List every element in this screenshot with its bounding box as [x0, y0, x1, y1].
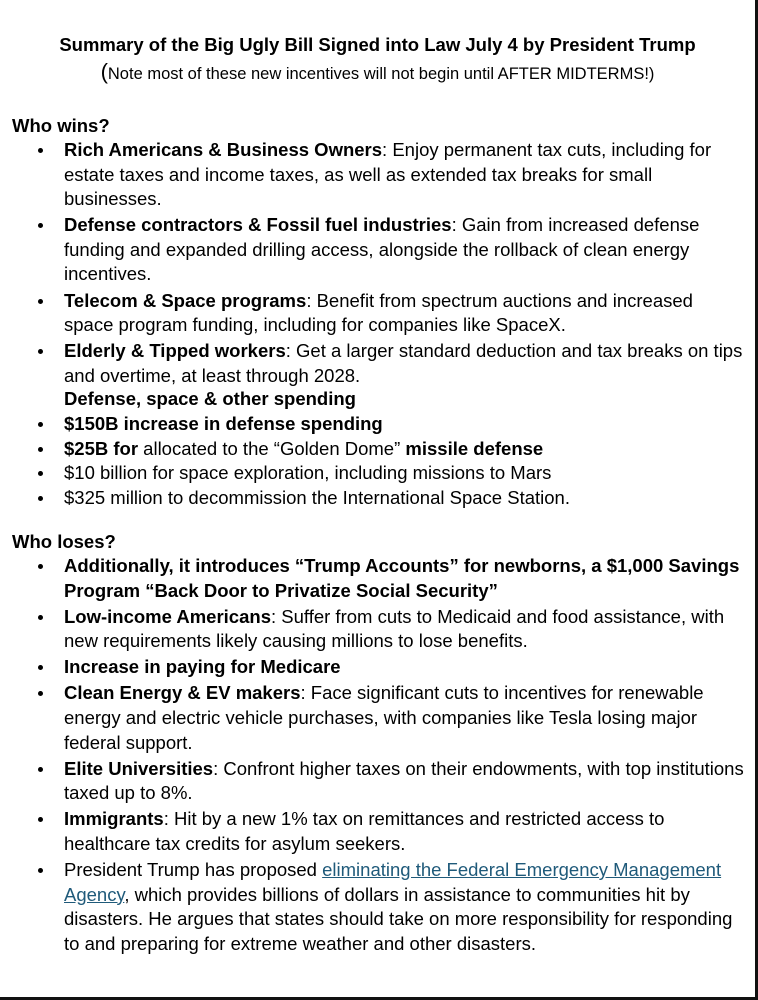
item-text: $10 billion for space exploration, including missions to Mars [64, 462, 552, 484]
list-item [0, 461, 755, 486]
item-text: President Trump has proposed [64, 859, 323, 881]
list-item [0, 213, 755, 287]
bullet-icon [38, 496, 43, 501]
list-item [0, 554, 755, 603]
bullet-icon [38, 691, 43, 696]
list-item [0, 807, 755, 856]
item-lead: Telecom & Space programs [64, 289, 307, 311]
who-wins-list [0, 138, 755, 510]
bullet-icon [38, 817, 43, 822]
bullet-icon [38, 349, 43, 354]
item-text: Additionally, it introduces “Trump Accounts” for newborns, a $1,000 Savings Program “Back Door to Privatize Social Security” [64, 555, 740, 601]
item-lead: Defense contractors & Fossil fuel industries [64, 214, 452, 236]
document-title: Summary of the Big Ugly Bill Signed into Law July 4 by President Trump [59, 34, 696, 55]
who-loses-heading: Who loses? [12, 531, 116, 552]
list-item [0, 655, 755, 680]
item-lead: Rich Americans & Business Owners [64, 139, 383, 160]
list-item [0, 289, 755, 338]
item-text: : Suffer from cuts to Medicaid and food assistance, with new requirements likely causing millions to lose benefits. [64, 605, 725, 652]
item-text: : Face significant cuts to incentives for renewable energy and electric vehicle purchases, with companies like Tesla losing major federal support. [64, 682, 704, 753]
bullet-icon [38, 665, 43, 670]
list-item [0, 412, 755, 437]
who-wins-heading: Who wins? [12, 115, 110, 136]
bullet-icon [38, 148, 43, 153]
midterms-note [0, 60, 755, 86]
list-item [0, 437, 755, 462]
item-lead: Elderly & Tipped workers [64, 340, 286, 362]
item-tail: missile defense [405, 437, 544, 459]
list-item [0, 681, 755, 755]
bullet-icon [38, 564, 43, 569]
item-text: allocated to the “Golden Dome” [138, 437, 406, 459]
item-text: : Get a larger standard deduction and tax breaks on tips and overtime, at least through 2028. [64, 340, 743, 386]
list-item [0, 858, 755, 956]
bullet-icon [38, 422, 43, 427]
fema-link[interactable]: eliminating the Federal Emergency Management Agency [64, 859, 722, 905]
item-lead: $25B for [64, 437, 139, 459]
item-lead: Low-income Americans [64, 605, 271, 627]
item-text: : Benefit from spectrum auctions and increased space program funding, including for companies like SpaceX. [64, 289, 693, 336]
spending-subheading: Defense, space & other spending [64, 388, 356, 410]
bullet-icon [38, 299, 43, 304]
item-text: Increase in paying for Medicare [64, 656, 341, 678]
who-loses-list [0, 554, 755, 957]
item-lead: Immigrants [64, 808, 164, 830]
list-item [0, 339, 755, 388]
bullet-icon [38, 471, 43, 476]
note-text: Note most of these new incentives will not begin until AFTER MIDTERMS!) [107, 65, 655, 83]
item-text: : Hit by a new 1% tax on remittances and restricted access to healthcare tax credits for asylum seekers. [64, 808, 665, 855]
item-text: : Confront higher taxes on their endowments, with top institutions taxed up to 8%. [64, 757, 744, 804]
list-item [0, 605, 755, 654]
list-item [0, 138, 755, 212]
item-lead: Clean Energy & EV makers [64, 682, 301, 704]
item-text: $150B increase in defense spending [64, 413, 383, 435]
item-text: $325 million to decommission the International Space Station. [64, 486, 570, 508]
bullet-icon [38, 868, 43, 873]
note-paren: ( [100, 59, 108, 84]
item-text: , which provides billions of dollars in assistance to communities hit by disasters. He argues that states should take on more responsibility for responding to and preparing for extreme weather and other disasters. [64, 883, 733, 954]
item-lead: Elite Universities [64, 757, 214, 779]
bullet-icon [38, 223, 43, 228]
bullet-icon [38, 447, 43, 452]
bullet-icon [38, 615, 43, 620]
item-text: : Enjoy permanent tax cuts, including for estate taxes and income taxes, as well as extended tax breaks for small businesses. [64, 139, 712, 210]
item-text: : Gain from increased defense funding and expanded drilling access, alongside the rollback of clean energy incentives. [64, 214, 700, 285]
bullet-icon [38, 767, 43, 772]
list-item [0, 757, 755, 806]
list-item [0, 486, 755, 511]
